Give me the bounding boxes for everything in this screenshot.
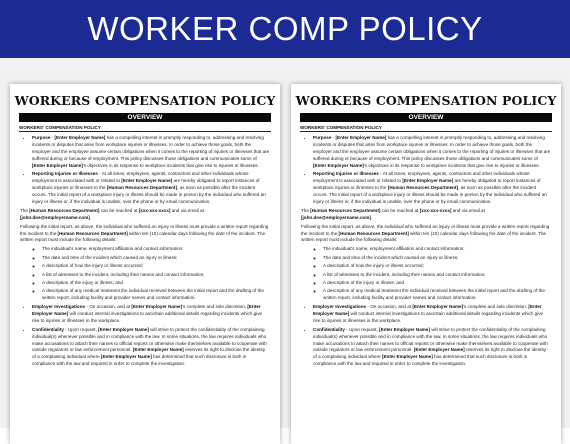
contact-paragraph: The [Human Resources Department] can be reached at [xxx-xxx-xxxx] and via email at [john.doe@employername.com]. (301, 207, 485, 220)
list-item: ◦ A description of how the injury or illness occurred; (323, 263, 551, 270)
purpose-item: • Purpose - [Enter Employer Name] has a compelling interest in promptly responding to, addressing and resolving incidents or disputes that arise from workplace injuries or illnesses. In order to achieve those goals, both the employer and the employee assume certain obligations when it comes to the reporting of injuries or illnesses that are suffered during or because of employment. This policy discusses those obligations and communicates some of [Enter Employer Name]'s objectives in its response to workplace incidents that give rise to injuries or illnesses. (32, 135, 270, 169)
list-item: ◦ A list of witnesses to the incident, including their names and contact information; (323, 272, 551, 279)
reporting-item: • Reporting Injuries or Illnesses - At all times, employees, agents, contractors and other individuals whose employment is associated with or related to [Enter Employer Name] are hereby obligated to report instances of workplace injuries or illnesses to the [Human Resources Department], as soon as possible after the incident occurs. The initial report of a workplace injury or illness should be made in person by the individual who suffered an injury or illness or, if the individual is unable, over the phone or by email communication. (313, 171, 551, 205)
list-item: ◦ A description of any medical treatment the individual received between the initial report and the drafting of the written report, including facility and provider names and contact information. (323, 288, 551, 302)
followup-paragraph: Following the initial report, as above, the individual who suffered an injury or illness must provide a written report regarding the incident to the [Human Resources Department] within ten (10) calendar days following the date of the incident. The written report must include the following details: (20, 223, 269, 243)
document-title: WORKERS COMPENSATION POLICY (14, 93, 276, 108)
list-item: ◦ A description of any medical treatment the individual received between the initial report and the drafting of the written report, including facility and provider names and contact information. (42, 288, 270, 302)
overview-bar: OVERVIEW (300, 113, 552, 122)
list-item: ◦ The date and time of the incident which caused an injury or illness; (323, 255, 551, 262)
contact-paragraph: The [Human Resources Department] can be reached at [xxx-xxx-xxxx] and via email at [john.doe@employername.com]. (20, 207, 204, 220)
section-heading: WORKERS' COMPENSATION POLICY (19, 125, 271, 132)
details-list (301, 246, 551, 302)
preview-stage (0, 58, 570, 428)
document-title: WORKERS COMPENSATION POLICY (295, 93, 557, 108)
title-banner (0, 0, 570, 58)
followup-paragraph: Following the initial report, as above, the individual who suffered an injury or illness must provide a written report regarding the incident to the [Human Resources Department] within ten (10) calendar days following the date of the incident. The written report must include the following details: (301, 223, 550, 243)
document-page-right (291, 84, 561, 444)
list-item: ◦ A description of the injury or illness; and (42, 280, 270, 287)
list-item: ◦ The individual's name, employment affiliation and contact information; (323, 246, 551, 253)
section-heading: WORKERS' COMPENSATION POLICY (300, 125, 552, 132)
banner-title: WORKER COMP POLICY (87, 10, 483, 47)
list-item: ◦ The individual's name, employment affiliation and contact information; (42, 246, 270, 253)
document-body (20, 135, 270, 368)
investigations-item: • Employer Investigations - On occasion, and at [Enter Employer Name]'s complete and sole discretion, [Enter Employer Name] will conduct internal investigations to ascertain additional details regarding incidents which give rise to injuries or illnesses in the workplace. (32, 304, 270, 325)
document-page-left (10, 84, 280, 444)
list-item: ◦ A description of the injury or illness; and (323, 280, 551, 287)
confidentiality-item: • Confidentiality - Upon request, [Enter Employer Name] will strive to protect the confidentiality of the complaining individual(s) whenever possible and in compliance with the law. In some situations, the law requires individuals who make accusations to attach their names to official reports or otherwise make themselves available to cooperate with outside regulators or law enforcement personnel. [Enter Employer Name] reserves its right to disclose the identity of a complaining individual where [Enter Employer Name] has determined that such disclosure is both in compliance with the law and required in order to complete the investigation. (313, 327, 551, 368)
list-item: ◦ The date and time of the incident which caused an injury or illness; (42, 255, 270, 262)
investigations-item: • Employer Investigations - On occasion, and at [Enter Employer Name]'s complete and sole discretion, [Enter Employer Name] will conduct internal investigations to ascertain additional details regarding incidents which give rise to injuries or illnesses in the workplace. (313, 304, 551, 325)
confidentiality-item: • Confidentiality - Upon request, [Enter Employer Name] will strive to protect the confidentiality of the complaining individual(s) whenever possible and in compliance with the law. In some situations, the law requires individuals who make accusations to attach their names to official reports or otherwise make themselves available to cooperate with outside regulators or law enforcement personnel. [Enter Employer Name] reserves its right to disclose the identity of a complaining individual where [Enter Employer Name] has determined that such disclosure is both in compliance with the law and required in order to complete the investigation. (32, 327, 270, 368)
overview-bar: OVERVIEW (19, 113, 271, 122)
document-body (301, 135, 551, 368)
purpose-item: • Purpose - [Enter Employer Name] has a compelling interest in promptly responding to, addressing and resolving incidents or disputes that arise from workplace injuries or illnesses. In order to achieve those goals, both the employer and the employee assume certain obligations when it comes to the reporting of injuries or illnesses that are suffered during or because of employment. This policy discusses those obligations and communicates some of [Enter Employer Name]'s objectives in its response to workplace incidents that give rise to injuries or illnesses. (313, 135, 551, 169)
list-item: ◦ A list of witnesses to the incident, including their names and contact information; (42, 272, 270, 279)
list-item: ◦ A description of how the injury or illness occurred; (42, 263, 270, 270)
reporting-item: • Reporting Injuries or Illnesses - At all times, employees, agents, contractors and other individuals whose employment is associated with or related to [Enter Employer Name] are hereby obligated to report instances of workplace injuries or illnesses to the [Human Resources Department], as soon as possible after the incident occurs. The initial report of a workplace injury or illness should be made in person by the individual who suffered an injury or illness or, if the individual is unable, over the phone or by email communication. (32, 171, 270, 205)
details-list (20, 246, 270, 302)
